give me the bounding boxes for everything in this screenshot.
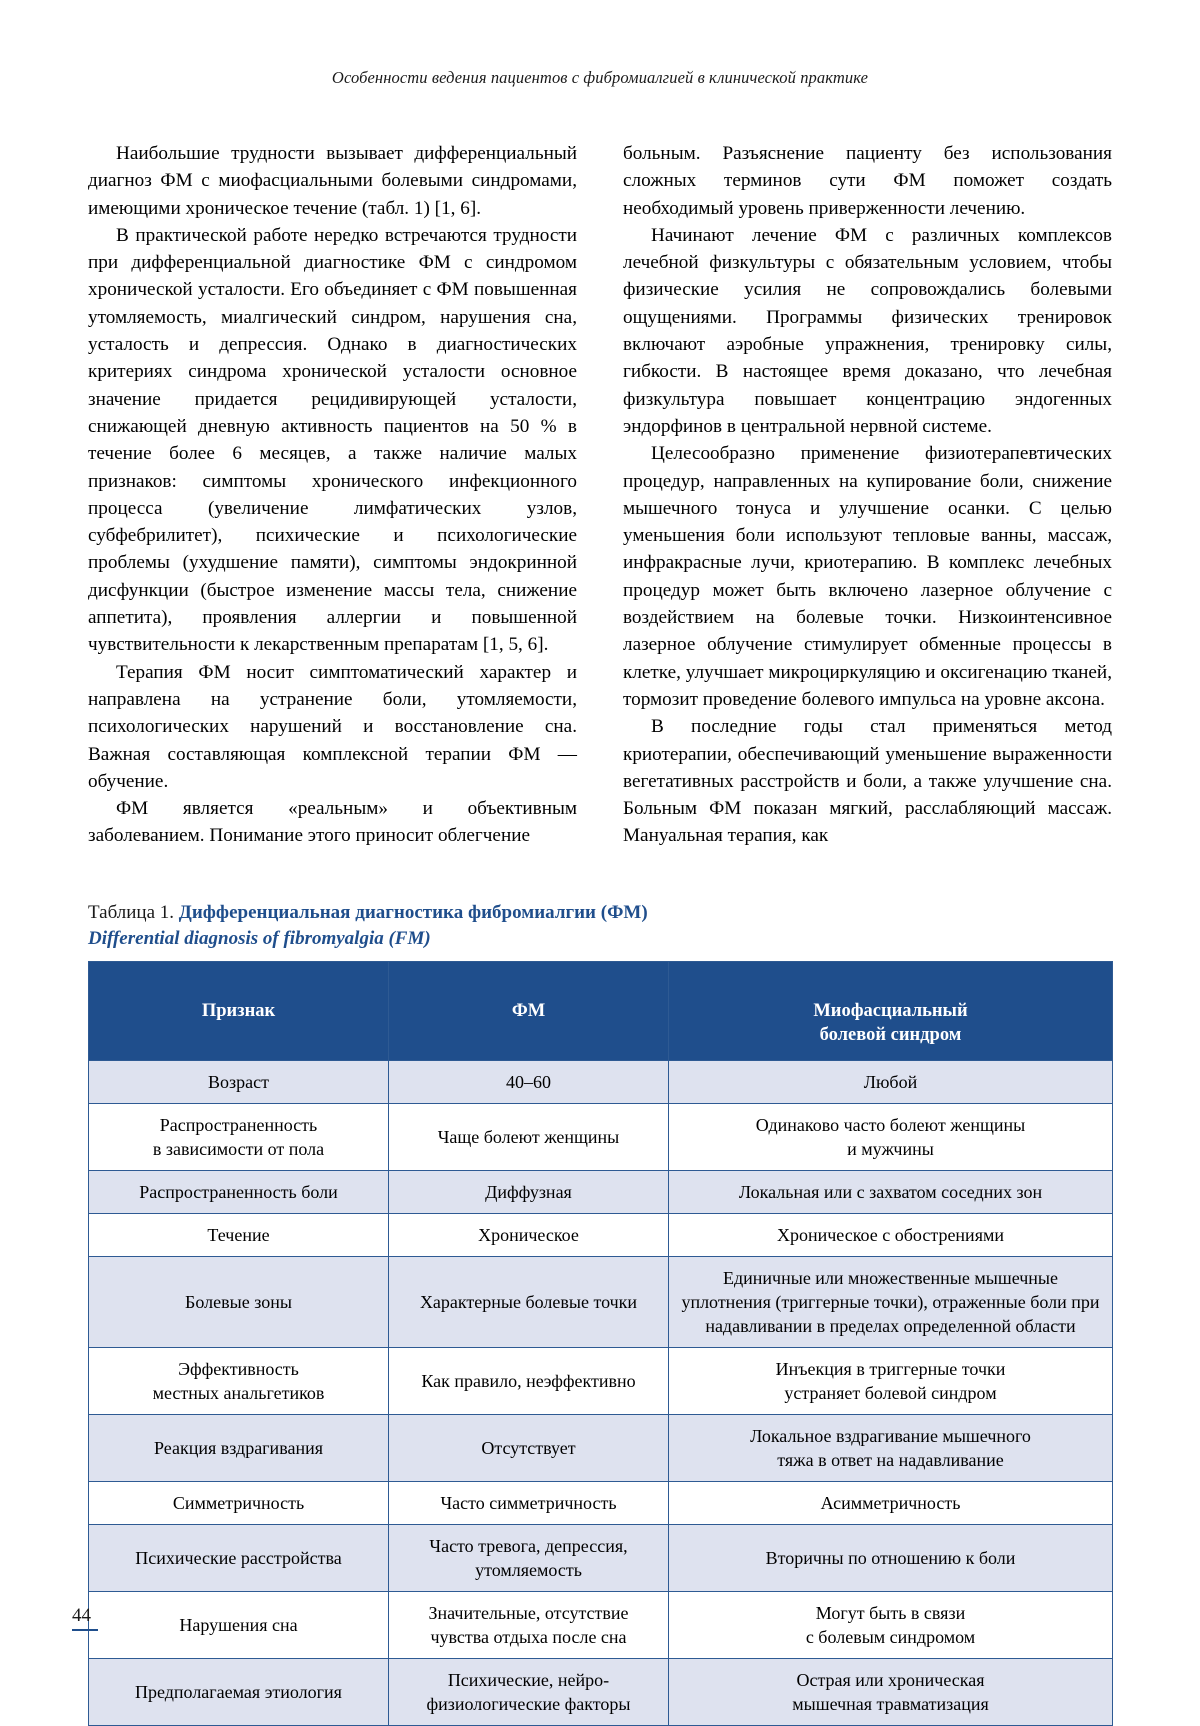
differential-diagnosis-table: [88, 961, 1113, 1726]
cell-mps: Локальная или с захватом соседних зон: [669, 1171, 1113, 1214]
cell-fm: Характерные болевые точки: [389, 1257, 669, 1348]
cell-fm: Часто симметричность: [389, 1482, 669, 1525]
running-head: Особенности ведения пациентов с фибромиалгией в клинической практике: [331, 68, 869, 87]
page-number: [72, 1605, 98, 1631]
paragraph: Терапия ФМ носит симптоматический характер и направлена на устранение боли, утомляемости, психологических нарушений и восстановление сна. Важная составляющая комплексной терапии ФМ — обучение.: [88, 661, 577, 792]
left-column: [88, 140, 577, 850]
column-header-fm: ФМ: [389, 962, 669, 1061]
table-row: [89, 1171, 1113, 1214]
cell-fm: Психические, нейро- физиологические факторы: [389, 1659, 669, 1726]
column-header-feature: Признак: [89, 962, 389, 1061]
cell-feature: Симметричность: [89, 1482, 389, 1525]
table-row: [89, 1348, 1113, 1415]
cell-fm: Хроническое: [389, 1214, 669, 1257]
article-body: [88, 140, 1112, 850]
cell-feature: Возраст: [89, 1061, 389, 1104]
cell-mps: Единичные или множественные мышечные уплотнения (триггерные точки), отраженные боли при надавливании в пределах определенной области: [669, 1257, 1113, 1348]
table-row: [89, 1415, 1113, 1482]
right-column: [623, 140, 1112, 850]
cell-fm: Отсутствует: [389, 1415, 669, 1482]
table-caption-en: Differential diagnosis of fibromyalgia (FM): [88, 928, 431, 949]
table-body: [89, 1061, 1113, 1726]
table-row: [89, 1482, 1113, 1525]
cell-mps: Одинаково часто болеют женщины и мужчины: [669, 1104, 1113, 1171]
paragraph: больным. Разъяснение пациенту без использования сложных терминов сути ФМ поможет создать необходимый уровень приверженности лечению.: [623, 143, 1112, 219]
cell-feature: Болевые зоны: [89, 1257, 389, 1348]
cell-mps: Хроническое с обострениями: [669, 1214, 1113, 1257]
cell-fm: Диффузная: [389, 1171, 669, 1214]
cell-fm: Значительные, отсутствие чувства отдыха после сна: [389, 1592, 669, 1659]
table-caption-ru: Дифференциальная диагностика фибромиалгии (ФМ): [178, 902, 648, 923]
page-number-rule: [72, 1629, 98, 1631]
cell-mps: Острая или хроническая мышечная травматизация: [669, 1659, 1113, 1726]
page-number-value: 44: [72, 1605, 91, 1626]
cell-mps: Локальное вздрагивание мышечного тяжа в ответ на надавливание: [669, 1415, 1113, 1482]
table-row: [89, 1659, 1113, 1726]
table-row: [89, 1104, 1113, 1171]
cell-feature: Реакция вздрагивания: [89, 1415, 389, 1482]
cell-mps: Любой: [669, 1061, 1113, 1104]
cell-feature: Нарушения сна: [89, 1592, 389, 1659]
table-row: [89, 1592, 1113, 1659]
table-header-row: [89, 962, 1113, 1061]
paragraph: Наибольшие трудности вызывает дифференциальный диагноз ФМ с миофасциальными болевыми синдромами, имеющими хроническое течение (табл. 1) [1, 6].: [88, 143, 577, 219]
cell-feature: Эффективность местных анальгетиков: [89, 1348, 389, 1415]
column-header-mps: Миофасциальный болевой синдром: [669, 962, 1113, 1061]
table-caption: [88, 900, 1112, 952]
paragraph: Начинают лечение ФМ с различных комплексов лечебной физкультуры с обязательным условием, чтобы физические усилия не сопровождались болевыми ощущениями. Программы физических тренировок включают аэробные упражнения, тренировку силы, гибкости. В настоящее время доказано, что лечебная физкультура повышает концентрацию эндогенных эндорфинов в центральной нервной системе.: [623, 224, 1112, 437]
cell-fm: 40–60: [389, 1061, 669, 1104]
cell-feature: Предполагаемая этиология: [89, 1659, 389, 1726]
table-caption-label: Таблица 1.: [88, 902, 179, 923]
table-row: [89, 1525, 1113, 1592]
cell-mps: Асимметричность: [669, 1482, 1113, 1525]
cell-mps: Инъекция в триггерные точки устраняет болевой синдром: [669, 1348, 1113, 1415]
cell-fm: Чаще болеют женщины: [389, 1104, 669, 1171]
paragraph: В последние годы стал применяться метод криотерапии, обеспечивающий уменьшение выраженности вегетативных расстройств и боли, а также улучшение сна. Больным ФМ показан мягкий, расслабляющий массаж. Мануальная терапия, как: [623, 716, 1112, 847]
table-block: [88, 900, 1112, 1726]
table-row: [89, 1061, 1113, 1104]
table-head: [89, 962, 1113, 1061]
paragraph: В практической работе нередко встречаются трудности при дифференциальной диагностике ФМ с синдромом хронической усталости. Его объединяет с ФМ повышенная утомляемость, миалгический синдром, нарушения сна, усталость и депрессия. Однако в диагностических критериях синдрома хронической усталости основное значение придается рецидивирующей усталости, снижающей дневную активность пациентов на 50 % в течение более 6 месяцев, а также наличие малых признаков: симптомы хронического инфекционного процесса (увеличение лимфатических узлов, субфебрилитет), психические и психологические проблемы (ухудшение памяти), симптомы эндокринной дисфункции (быстрое изменение массы тела, снижение аппетита), проявления аллергии и повышенной чувствительности к лекарственным препаратам [1, 5, 6].: [88, 224, 577, 656]
cell-mps: Вторичны по отношению к боли: [669, 1525, 1113, 1592]
paragraph: Целесообразно применение физиотерапевтических процедур, направленных на купирование боли, снижение мышечного тонуса и улучшение осанки. С целью уменьшения боли используют тепловые ванны, массаж, инфракрасные лучи, криотерапию. В комплекс лечебных процедур может быть включено лазерное облучение с воздействием на болевые точки. Низкоинтенсивное лазерное облучение стимулирует обменные процессы в клетке, улучшает микроциркуляцию и оксигенацию тканей, тормозит проведение болевого импульса на уровне аксона.: [623, 443, 1112, 710]
cell-feature: Психические расстройства: [89, 1525, 389, 1592]
cell-feature: Течение: [89, 1214, 389, 1257]
cell-feature: Распространенность в зависимости от пола: [89, 1104, 389, 1171]
table-row: [89, 1257, 1113, 1348]
cell-feature: Распространенность боли: [89, 1171, 389, 1214]
cell-fm: Как правило, неэффективно: [389, 1348, 669, 1415]
cell-fm: Часто тревога, депрессия, утомляемость: [389, 1525, 669, 1592]
table-row: [89, 1214, 1113, 1257]
cell-mps: Могут быть в связи с болевым синдромом: [669, 1592, 1113, 1659]
paragraph: ФМ является «реальным» и объективным заболеванием. Понимание этого приносит облегчение: [88, 798, 577, 847]
